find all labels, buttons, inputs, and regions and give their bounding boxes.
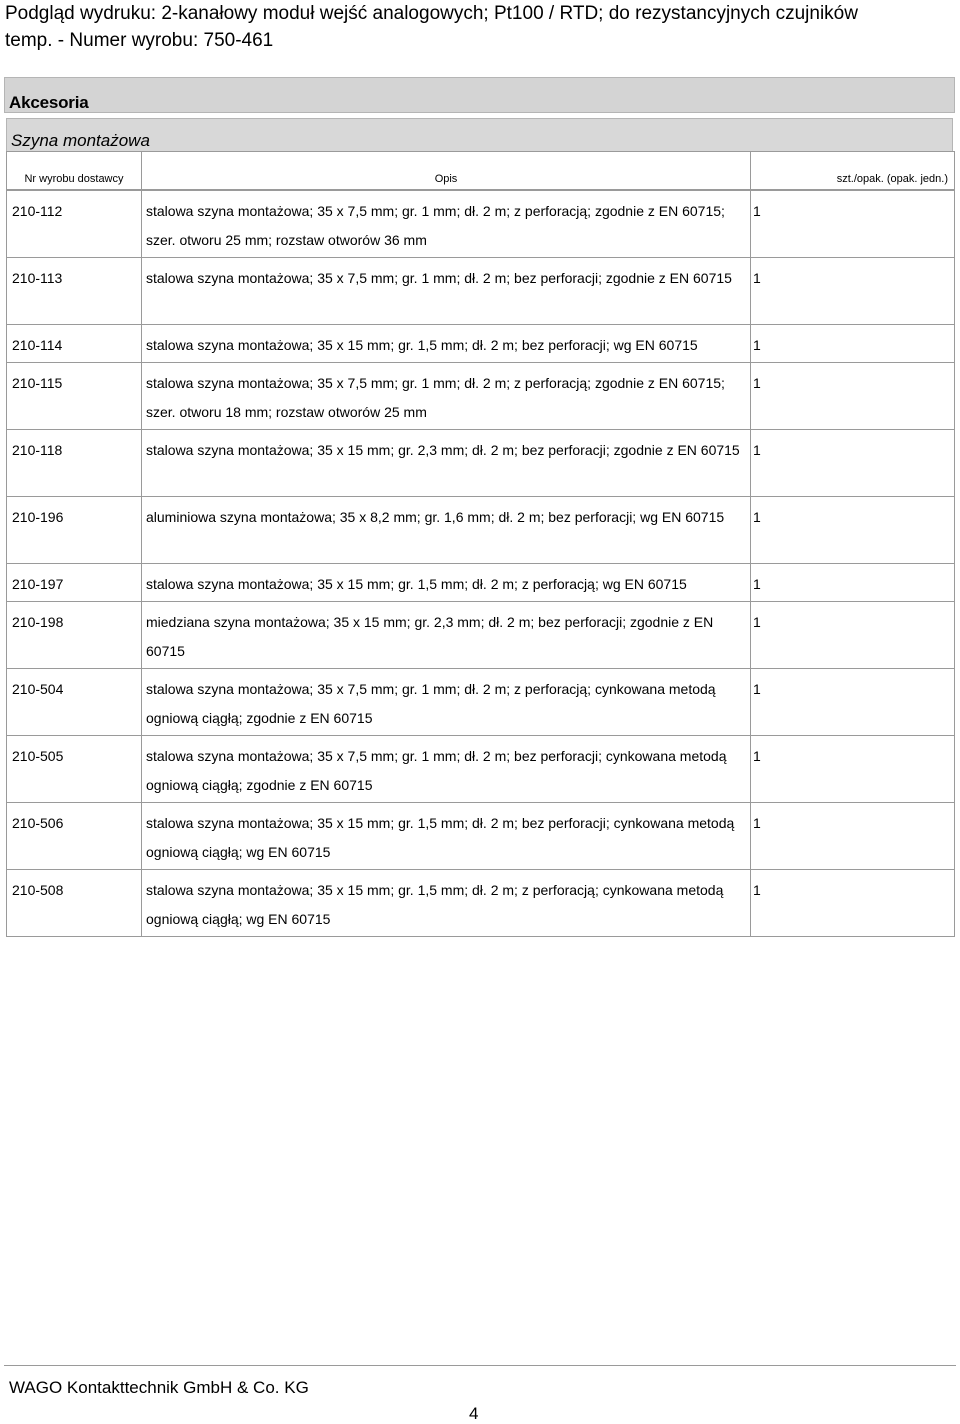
part-number-cell: 210-197 bbox=[7, 564, 142, 601]
quantity-cell: 1 bbox=[753, 748, 761, 764]
table-row bbox=[7, 257, 954, 324]
table-row bbox=[7, 190, 954, 257]
page-title-line-2: temp. - Numer wyrobu: 750-461 bbox=[5, 30, 274, 51]
table-row bbox=[7, 668, 954, 735]
column-header-part-no: Nr wyrobu dostawcy bbox=[7, 152, 142, 189]
table-row bbox=[7, 324, 954, 362]
description-cell: stalowa szyna montażowa; 35 x 15 mm; gr. 2,3 mm; dł. 2 m; bez perforacji; zgodnie z EN 60715 bbox=[142, 430, 751, 496]
column-header-description: Opis bbox=[142, 152, 751, 189]
footer-divider bbox=[4, 1365, 956, 1366]
quantity-cell: 1 bbox=[753, 815, 761, 831]
description-cell: stalowa szyna montażowa; 35 x 15 mm; gr. 1,5 mm; dł. 2 m; bez perforacji; wg EN 60715 bbox=[142, 325, 751, 362]
part-number-cell: 210-113 bbox=[7, 258, 142, 324]
part-number-cell: 210-196 bbox=[7, 497, 142, 563]
quantity-cell: 1 bbox=[753, 681, 761, 697]
part-number-cell: 210-504 bbox=[7, 669, 142, 735]
quantity-cell: 1 bbox=[753, 576, 761, 592]
description-cell: stalowa szyna montażowa; 35 x 7,5 mm; gr. 1 mm; dł. 2 m; z perforacją; zgodnie z EN 60715; szer. otworu 18 mm; rozstaw otworów 25 mm bbox=[142, 363, 751, 429]
quantity-cell: 1 bbox=[753, 442, 761, 458]
page-title-line-1: Podgląd wydruku: 2-kanałowy moduł wejść analogowych; Pt100 / RTD; do rezystancyjnych czujników bbox=[5, 3, 858, 24]
table-row bbox=[7, 496, 954, 563]
description-cell: stalowa szyna montażowa; 35 x 15 mm; gr. 1,5 mm; dł. 2 m; z perforacją; wg EN 60715 bbox=[142, 564, 751, 601]
part-number-cell: 210-118 bbox=[7, 430, 142, 496]
part-number-cell: 210-112 bbox=[7, 191, 142, 257]
quantity-cell: 1 bbox=[753, 270, 761, 286]
description-cell: miedziana szyna montażowa; 35 x 15 mm; gr. 2,3 mm; dł. 2 m; bez perforacji; zgodnie z EN 60715 bbox=[142, 602, 751, 668]
table-row bbox=[7, 869, 954, 936]
subsection-title: Szyna montażowa bbox=[11, 131, 150, 150]
accessories-table bbox=[6, 151, 955, 937]
table-header-row bbox=[7, 151, 954, 190]
description-cell: stalowa szyna montażowa; 35 x 7,5 mm; gr. 1 mm; dł. 2 m; bez perforacji; zgodnie z EN 60715 bbox=[142, 258, 751, 324]
quantity-cell: 1 bbox=[753, 203, 761, 219]
table-row bbox=[7, 429, 954, 496]
part-number-cell: 210-505 bbox=[7, 736, 142, 802]
quantity-cell: 1 bbox=[753, 375, 761, 391]
section-header-bar bbox=[4, 77, 955, 113]
description-cell: stalowa szyna montażowa; 35 x 15 mm; gr. 1,5 mm; dł. 2 m; z perforacją; cynkowana metodą ogniową ciągłą; wg EN 60715 bbox=[142, 870, 751, 936]
column-header-qty: szt./opak. (opak. jedn.) bbox=[836, 173, 948, 185]
part-number-cell: 210-198 bbox=[7, 602, 142, 668]
description-cell: stalowa szyna montażowa; 35 x 7,5 mm; gr. 1 mm; dł. 2 m; z perforacją; zgodnie z EN 60715; szer. otworu 25 mm; rozstaw otworów 36 mm bbox=[142, 191, 751, 257]
footer-company-name: WAGO Kontakttechnik GmbH & Co. KG bbox=[9, 1378, 309, 1397]
table-row bbox=[7, 802, 954, 869]
part-number-cell: 210-115 bbox=[7, 363, 142, 429]
description-cell: stalowa szyna montażowa; 35 x 7,5 mm; gr. 1 mm; dł. 2 m; bez perforacji; cynkowana metodą ogniową ciągłą; zgodnie z EN 60715 bbox=[142, 736, 751, 802]
part-number-cell: 210-508 bbox=[7, 870, 142, 936]
part-number-cell: 210-506 bbox=[7, 803, 142, 869]
part-number-cell: 210-114 bbox=[7, 325, 142, 362]
quantity-cell: 1 bbox=[753, 509, 761, 525]
page-number: 4 bbox=[469, 1404, 479, 1423]
table-row bbox=[7, 563, 954, 601]
subsection-header-bar bbox=[6, 118, 953, 152]
table-row bbox=[7, 735, 954, 802]
table-row bbox=[7, 362, 954, 429]
page-title bbox=[5, 0, 955, 54]
table-row bbox=[7, 601, 954, 668]
description-cell: stalowa szyna montażowa; 35 x 15 mm; gr. 1,5 mm; dł. 2 m; bez perforacji; cynkowana metodą ogniową ciągłą; wg EN 60715 bbox=[142, 803, 751, 869]
quantity-cell: 1 bbox=[753, 882, 761, 898]
description-cell: stalowa szyna montażowa; 35 x 7,5 mm; gr. 1 mm; dł. 2 m; z perforacją; cynkowana metodą ogniową ciągłą; zgodnie z EN 60715 bbox=[142, 669, 751, 735]
description-cell: aluminiowa szyna montażowa; 35 x 8,2 mm; gr. 1,6 mm; dł. 2 m; bez perforacji; wg EN 60715 bbox=[142, 497, 751, 563]
quantity-cell: 1 bbox=[753, 337, 761, 353]
quantity-cell: 1 bbox=[753, 614, 761, 630]
section-title: Akcesoria bbox=[9, 93, 89, 112]
